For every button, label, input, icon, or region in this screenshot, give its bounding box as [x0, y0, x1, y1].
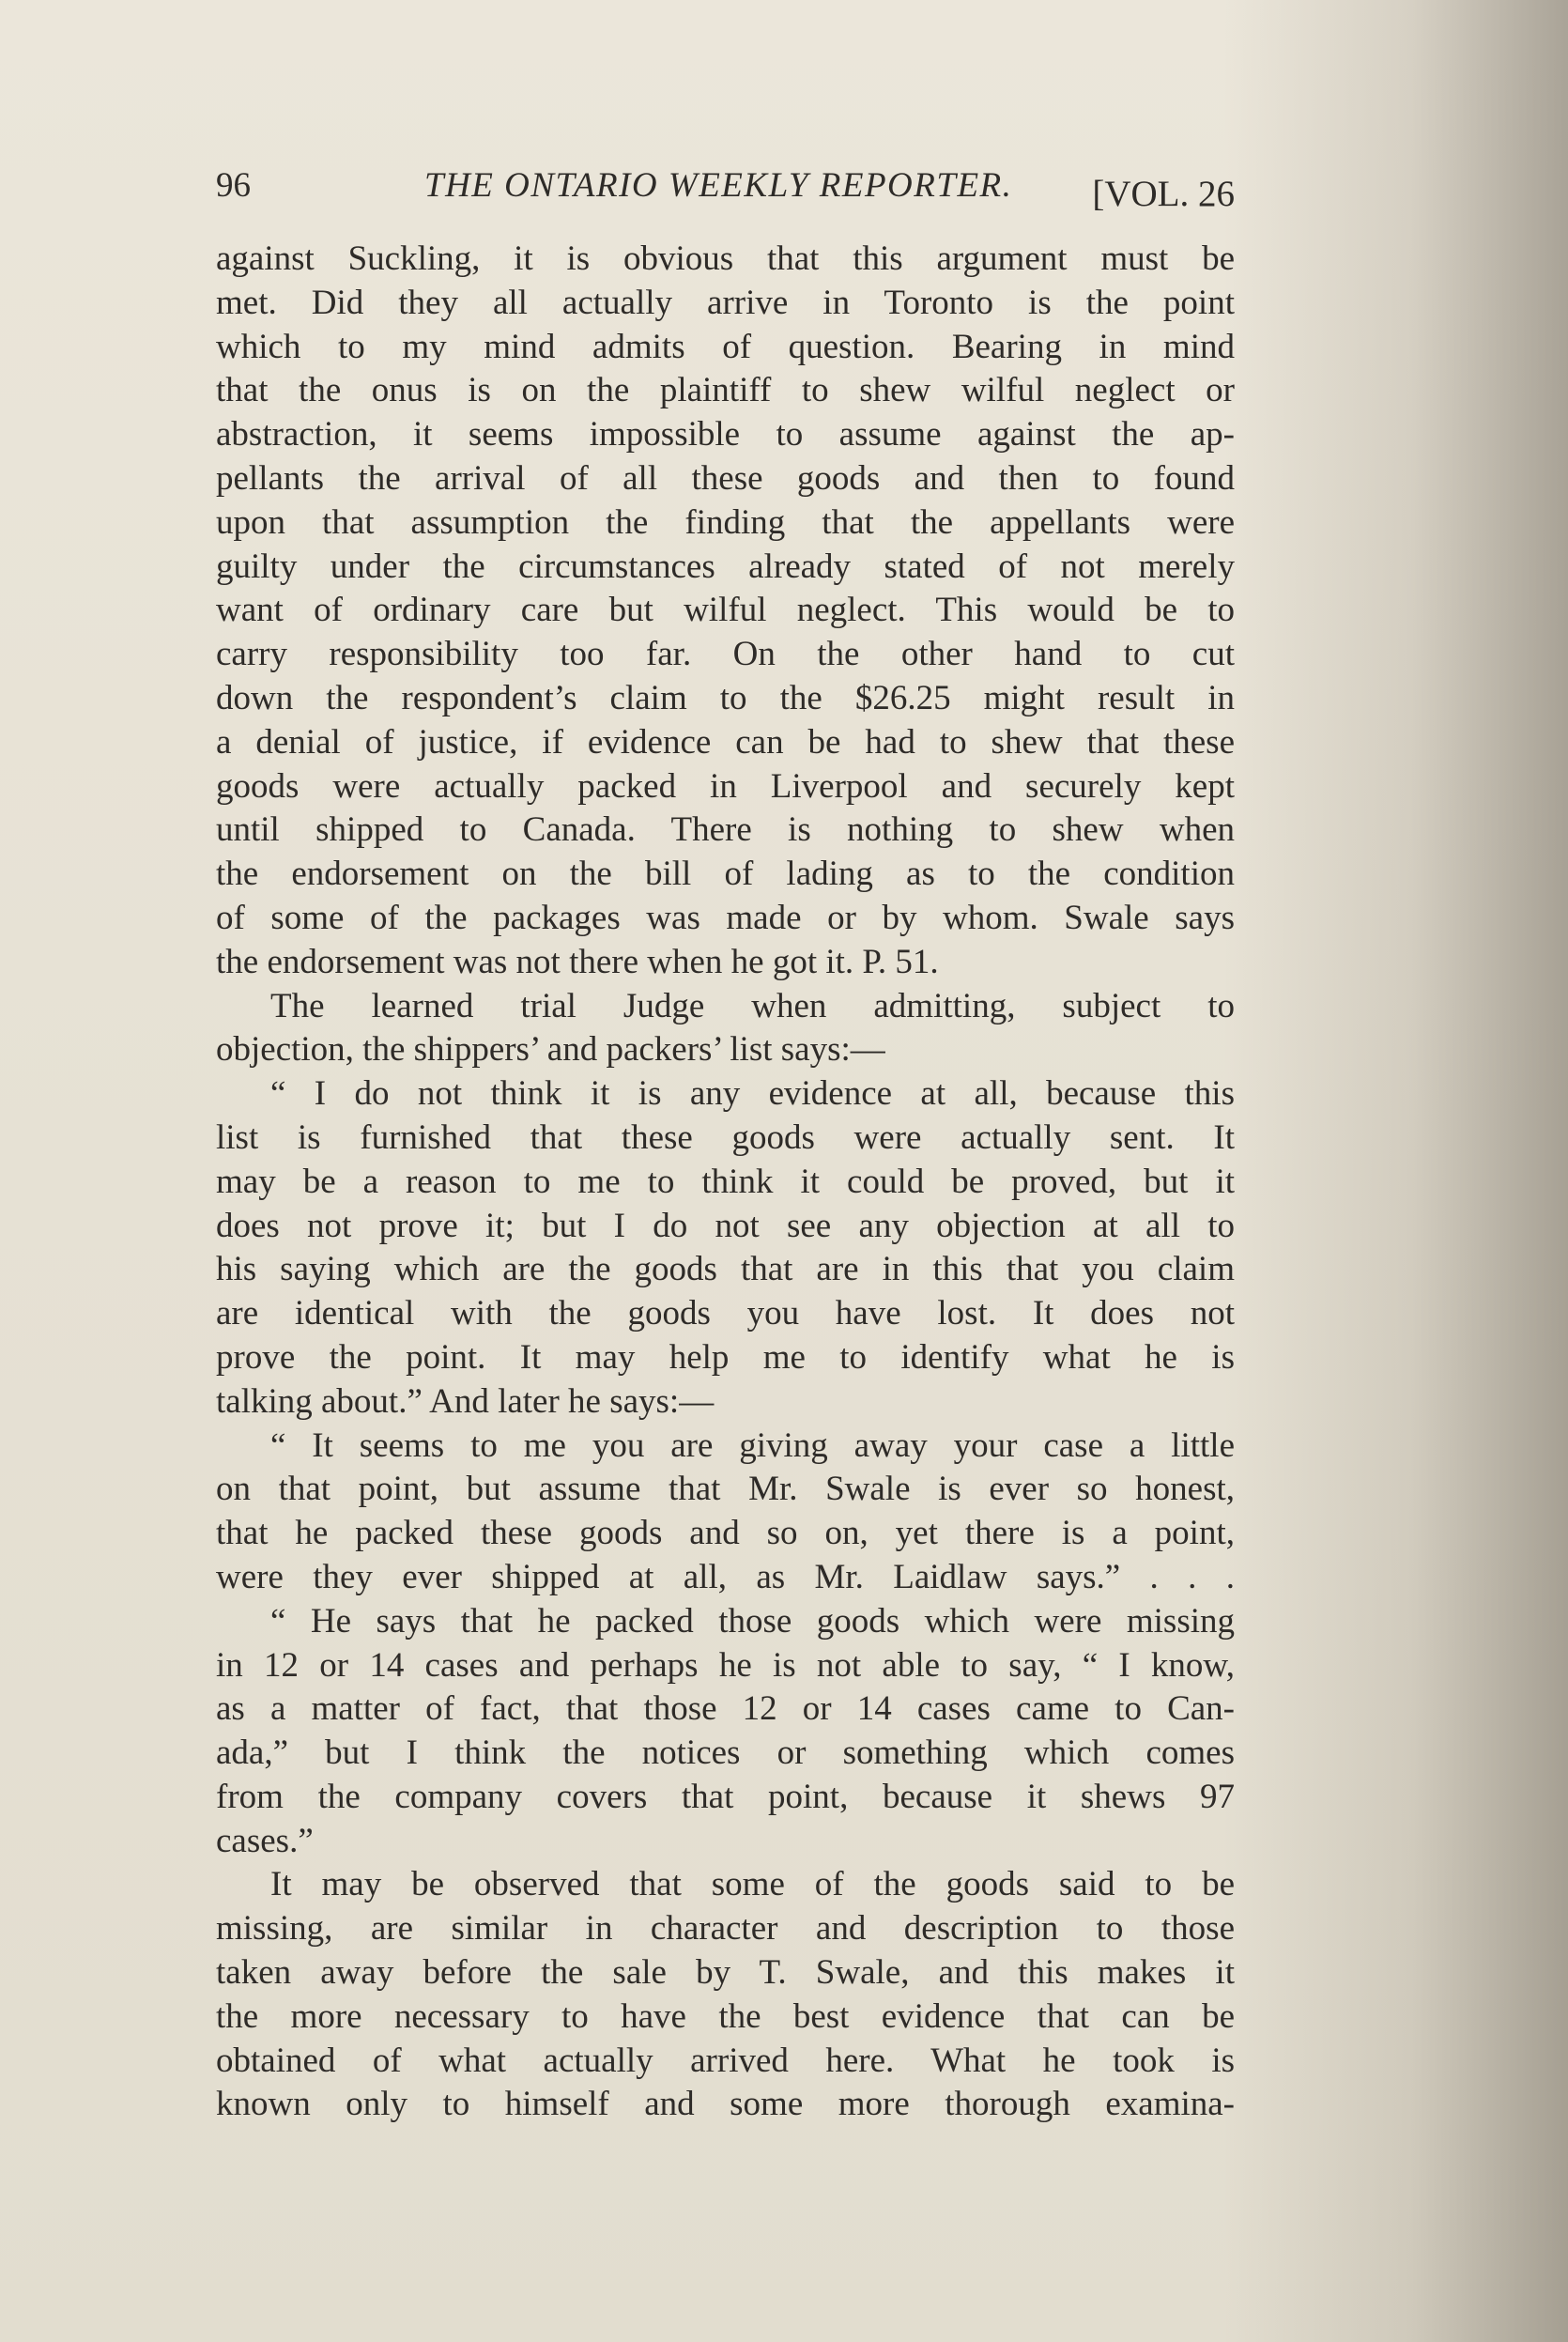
text-line: prove the point. It may help me to identify what he is	[216, 1337, 1235, 1377]
text-line: “ He says that he packed those goods which were missing	[270, 1601, 1235, 1641]
text-line: which to my mind admits of question. Bearing in mind	[216, 327, 1235, 366]
text-line: his saying which are the goods that are in this that you claim	[216, 1250, 1235, 1289]
text-line: against Suckling, it is obvious that this argument must be	[216, 239, 1235, 278]
text-line: want of ordinary care but wilful neglect. This would be to	[216, 591, 1235, 630]
text-line: It may be observed that some of the goods said to be	[270, 1865, 1235, 1904]
text-line: guilty under the circumstances already stated of not merely	[216, 547, 1235, 586]
text-line: pellants the arrival of all these goods and then to found	[216, 458, 1235, 498]
text-line: goods were actually packed in Liverpool and securely kept	[216, 766, 1235, 806]
text-line: of some of the packages was made or by whom. Swale says	[216, 898, 1235, 937]
page-header	[216, 160, 1235, 216]
text-line: that he packed these goods and so on, yet there is a point,	[216, 1514, 1235, 1553]
body-text	[216, 238, 1235, 2127]
volume-label: [VOL. 26	[1092, 174, 1235, 214]
text-line: from the company covers that point, because it shews 97	[216, 1777, 1235, 1816]
text-line: were they ever shipped at all, as Mr. Laidlaw says.” . . .	[216, 1557, 1235, 1596]
text-line: until shipped to Canada. There is nothing to shew when	[216, 810, 1235, 850]
page-number: 96	[216, 166, 251, 205]
text-line: talking about.” And later he says:—	[216, 1381, 715, 1421]
text-line: obtained of what actually arrived here. What he took is	[216, 2041, 1235, 2080]
text-line: The learned trial Judge when admitting, subject to	[270, 986, 1235, 1025]
text-line: may be a reason to me to think it could be proved, but it	[216, 1162, 1235, 1201]
text-line: on that point, but assume that Mr. Swale is ever so honest,	[216, 1470, 1235, 1509]
text-line: cases.”	[216, 1821, 314, 1860]
text-line: in 12 or 14 cases and perhaps he is not able to say, “ I know,	[216, 1645, 1235, 1685]
text-line: down the respondent’s claim to the $26.25 might result in	[216, 678, 1235, 717]
text-line: list is furnished that these goods were actually sent. It	[216, 1117, 1235, 1157]
text-line: met. Did they all actually arrive in Toronto is the point	[216, 283, 1235, 322]
text-line: abstraction, it seems impossible to assume against the ap-	[216, 415, 1235, 455]
text-line: that the onus is on the plaintiff to shew wilful neglect or	[216, 371, 1235, 410]
text-line: does not prove it; but I do not see any objection at all to	[216, 1206, 1235, 1245]
text-line: the more necessary to have the best evidence that can be	[216, 1996, 1235, 2036]
text-line: as a matter of fact, that those 12 or 14 cases came to Can-	[216, 1689, 1235, 1729]
text-line: taken away before the sale by T. Swale, and this makes it	[216, 1953, 1235, 1993]
text-line: “ I do not think it is any evidence at all, because this	[270, 1074, 1235, 1114]
text-line: carry responsibility too far. On the other hand to cut	[216, 635, 1235, 674]
text-line: known only to himself and some more thorough examina-	[216, 2085, 1235, 2124]
text-line: missing, are similar in character and description to those	[216, 1909, 1235, 1949]
text-line: the endorsement on the bill of lading as to the condition	[216, 855, 1235, 894]
text-line: a denial of justice, if evidence can be had to shew that these	[216, 722, 1235, 762]
text-line: upon that assumption the finding that the appellants were	[216, 502, 1235, 542]
text-line: are identical with the goods you have lost. It does not	[216, 1294, 1235, 1333]
text-line: “ It seems to me you are giving away your case a little	[270, 1425, 1235, 1465]
text-line: objection, the shippers’ and packers’ list says:—	[216, 1030, 885, 1070]
text-line: ada,” but I think the notices or something which comes	[216, 1733, 1235, 1773]
running-title: THE ONTARIO WEEKLY REPORTER.	[424, 166, 1013, 205]
text-line: the endorsement was not there when he got it. P. 51.	[216, 942, 939, 981]
